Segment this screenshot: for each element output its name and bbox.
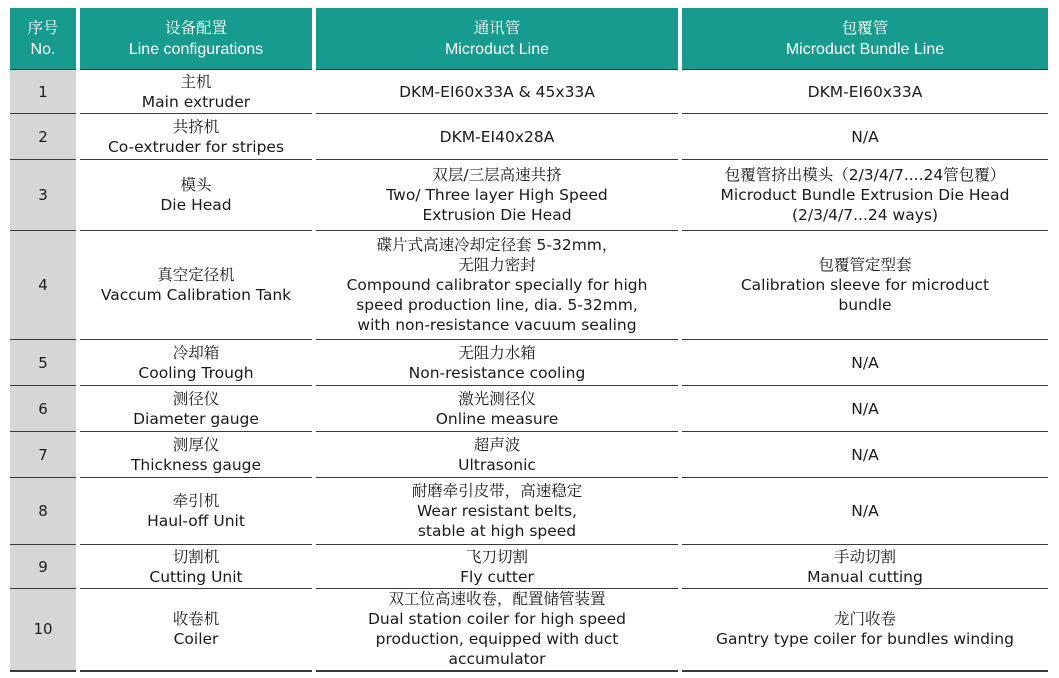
bundle-line-text: Gantry type coiler for bundles winding — [716, 630, 1014, 649]
microduct-line-text: Dual station coiler for high speed — [368, 610, 626, 629]
configuration-name-zh: 真空定径机 — [157, 266, 235, 284]
header-microduct-en: Microduct Line — [444, 40, 550, 58]
microduct-line-text: Extrusion Die Head — [422, 206, 572, 224]
microduct-line-text: speed production line, dia. 5-32mm, — [356, 296, 638, 314]
bundle-line-cell — [680, 386, 1048, 432]
configuration-name-en: Main extruder — [141, 92, 251, 111]
bundle-line-text: N/A — [851, 502, 879, 520]
microduct-line-cell — [314, 114, 680, 160]
spec-table-container — [10, 8, 1048, 672]
microduct-line-text: production, equipped with duct — [375, 630, 619, 649]
row-number-cell — [10, 114, 78, 160]
configuration-name-zh: 测厚仪 — [172, 435, 220, 454]
microduct-line-cell — [314, 231, 680, 340]
microduct-line-cell — [314, 478, 680, 545]
row-number-cell — [10, 340, 78, 386]
bundle-line-text: 龙门收卷 — [833, 610, 896, 629]
bundle-line-text: Manual cutting — [807, 567, 923, 586]
microduct-line-text: 双工位高速收卷，配置储管装置 — [388, 590, 606, 609]
configuration-cell — [78, 70, 314, 114]
header-bundle-en: Microduct Bundle Line — [785, 40, 945, 58]
microduct-line-text: accumulator — [448, 650, 546, 669]
configuration-name-en: Diameter gauge — [133, 409, 259, 428]
configuration-name-zh: 切割机 — [172, 547, 220, 566]
table-row — [10, 432, 1048, 478]
microduct-line-text: DKM-EI60x33A & 45x33A — [399, 82, 595, 101]
configuration-cell — [78, 432, 314, 478]
table-row — [10, 160, 1048, 231]
bundle-line-text: 手动切割 — [833, 547, 896, 566]
table-row — [10, 114, 1048, 160]
microduct-line-text: DKM-EI40x28A — [439, 127, 555, 146]
bundle-line-cell — [680, 70, 1048, 114]
bundle-line-text: N/A — [851, 399, 879, 418]
configuration-cell — [78, 340, 314, 386]
header-config-zh: 设备配置 — [164, 18, 227, 37]
microduct-line-cell — [314, 589, 680, 671]
configuration-cell — [78, 160, 314, 231]
configuration-name-zh: 牵引机 — [172, 492, 220, 510]
row-number-cell — [10, 70, 78, 114]
bundle-line-text: (2/3/4/7...24 ways) — [791, 206, 939, 224]
bundle-line-cell — [680, 478, 1048, 545]
configuration-name-en: Haul-off Unit — [147, 512, 245, 530]
microduct-line-text: Wear resistant belts, — [417, 502, 577, 520]
bundle-line-text: 包覆管定型套 — [818, 256, 912, 274]
configuration-name-zh: 主机 — [180, 72, 212, 91]
table-row — [10, 386, 1048, 432]
bundle-line-text: bundle — [838, 296, 892, 314]
configuration-cell — [78, 589, 314, 671]
bundle-line-text: Calibration sleeve for microduct — [740, 276, 990, 294]
row-number: 7 — [38, 445, 48, 464]
table-row — [10, 70, 1048, 114]
configuration-cell — [78, 231, 314, 340]
bundle-line-text: N/A — [851, 127, 879, 146]
microduct-line-text: Ultrasonic — [458, 455, 536, 474]
microduct-line-text: Online measure — [435, 409, 559, 428]
microduct-line-cell — [314, 160, 680, 231]
table-body — [10, 70, 1048, 671]
row-number: 3 — [38, 186, 48, 204]
bundle-line-cell — [680, 432, 1048, 478]
bundle-line-cell — [680, 545, 1048, 589]
row-number-cell — [10, 386, 78, 432]
table-row — [10, 478, 1048, 545]
row-number-cell — [10, 432, 78, 478]
bundle-line-text: N/A — [851, 445, 879, 464]
microduct-line-text: 耐磨牵引皮带，高速稳定 — [411, 482, 583, 500]
row-number-cell — [10, 478, 78, 545]
microduct-line-text: stable at high speed — [417, 522, 577, 540]
bundle-line-cell — [680, 160, 1048, 231]
microduct-line-cell — [314, 340, 680, 386]
microduct-line-cell — [314, 70, 680, 114]
row-number: 6 — [38, 399, 48, 418]
header-config-en: Line configurations — [128, 40, 264, 58]
row-number-cell — [10, 589, 78, 671]
table-row — [10, 589, 1048, 671]
row-number: 10 — [33, 620, 53, 639]
configuration-name-zh: 共挤机 — [172, 117, 220, 136]
row-number-cell — [10, 545, 78, 589]
table-row — [10, 231, 1048, 340]
microduct-line-text: 激光测径仪 — [458, 389, 536, 408]
microduct-line-text: 飞刀切割 — [465, 547, 528, 566]
configuration-cell — [78, 386, 314, 432]
header-no-en: No. — [30, 40, 56, 58]
microduct-line-text: with non-resistance vacuum sealing — [357, 316, 637, 334]
microduct-line-text: 无阻力密封 — [458, 256, 536, 274]
microduct-line-cell — [314, 545, 680, 589]
header-row — [10, 8, 1048, 70]
row-number-cell — [10, 231, 78, 340]
configuration-name-en: Co-extruder for stripes — [107, 137, 285, 156]
bundle-line-text: 包覆管挤出模头（2/3/4/7....24管包覆） — [724, 166, 1006, 184]
configuration-name-zh: 收卷机 — [172, 610, 220, 629]
bundle-line-cell — [680, 231, 1048, 340]
configuration-cell — [78, 114, 314, 160]
bundle-line-cell — [680, 114, 1048, 160]
row-number: 2 — [38, 127, 48, 146]
row-number: 9 — [38, 557, 48, 576]
configuration-cell — [78, 478, 314, 545]
header-microduct-bundle-line — [680, 8, 1048, 70]
row-number: 1 — [38, 82, 48, 101]
header-microduct-zh: 通讯管 — [473, 18, 521, 37]
microduct-line-text: Two/ Three layer High Speed — [386, 186, 608, 204]
configuration-name-en: Cooling Trough — [138, 363, 254, 382]
configuration-name-en: Thickness gauge — [130, 455, 262, 474]
bundle-line-cell — [680, 589, 1048, 671]
bundle-line-text: Microduct Bundle Extrusion Die Head — [720, 186, 1010, 204]
configuration-name-en: Die Head — [160, 196, 232, 214]
row-number: 4 — [38, 276, 48, 294]
configuration-name-zh: 冷却箱 — [172, 343, 220, 362]
configuration-name-en: Coiler — [173, 630, 219, 649]
microduct-line-text: Non-resistance cooling — [408, 363, 586, 382]
microduct-line-text: 超声波 — [473, 435, 521, 454]
microduct-line-text: 双层/三层高速共挤 — [432, 166, 562, 184]
microduct-line-cell — [314, 386, 680, 432]
header-microduct-line — [314, 8, 680, 70]
microduct-line-text: 碟片式高速冷却定径套 5-32mm， — [376, 236, 618, 254]
header-no — [10, 8, 78, 70]
bundle-line-text: DKM-EI60x33A — [807, 82, 923, 101]
bundle-line-text: N/A — [851, 353, 879, 372]
row-number: 5 — [38, 353, 48, 372]
row-number: 8 — [38, 502, 48, 520]
bundle-line-cell — [680, 340, 1048, 386]
microduct-line-text: Fly cutter — [460, 567, 534, 586]
table-row — [10, 340, 1048, 386]
configuration-name-zh: 测径仪 — [172, 389, 220, 408]
row-number-cell — [10, 160, 78, 231]
header-no-zh: 序号 — [27, 18, 59, 37]
configuration-cell — [78, 545, 314, 589]
line-configuration-table — [10, 8, 1048, 672]
table-header — [10, 8, 1048, 70]
configuration-name-en: Cutting Unit — [149, 567, 243, 586]
microduct-line-cell — [314, 432, 680, 478]
configuration-name-zh: 模头 — [180, 176, 212, 194]
microduct-line-text: 无阻力水箱 — [458, 343, 536, 362]
header-bundle-zh: 包覆管 — [841, 18, 889, 37]
table-row — [10, 545, 1048, 589]
microduct-line-text: Compound calibrator specially for high — [346, 276, 648, 294]
header-line-configurations — [78, 8, 314, 70]
configuration-name-en: Vaccum Calibration Tank — [100, 286, 292, 304]
